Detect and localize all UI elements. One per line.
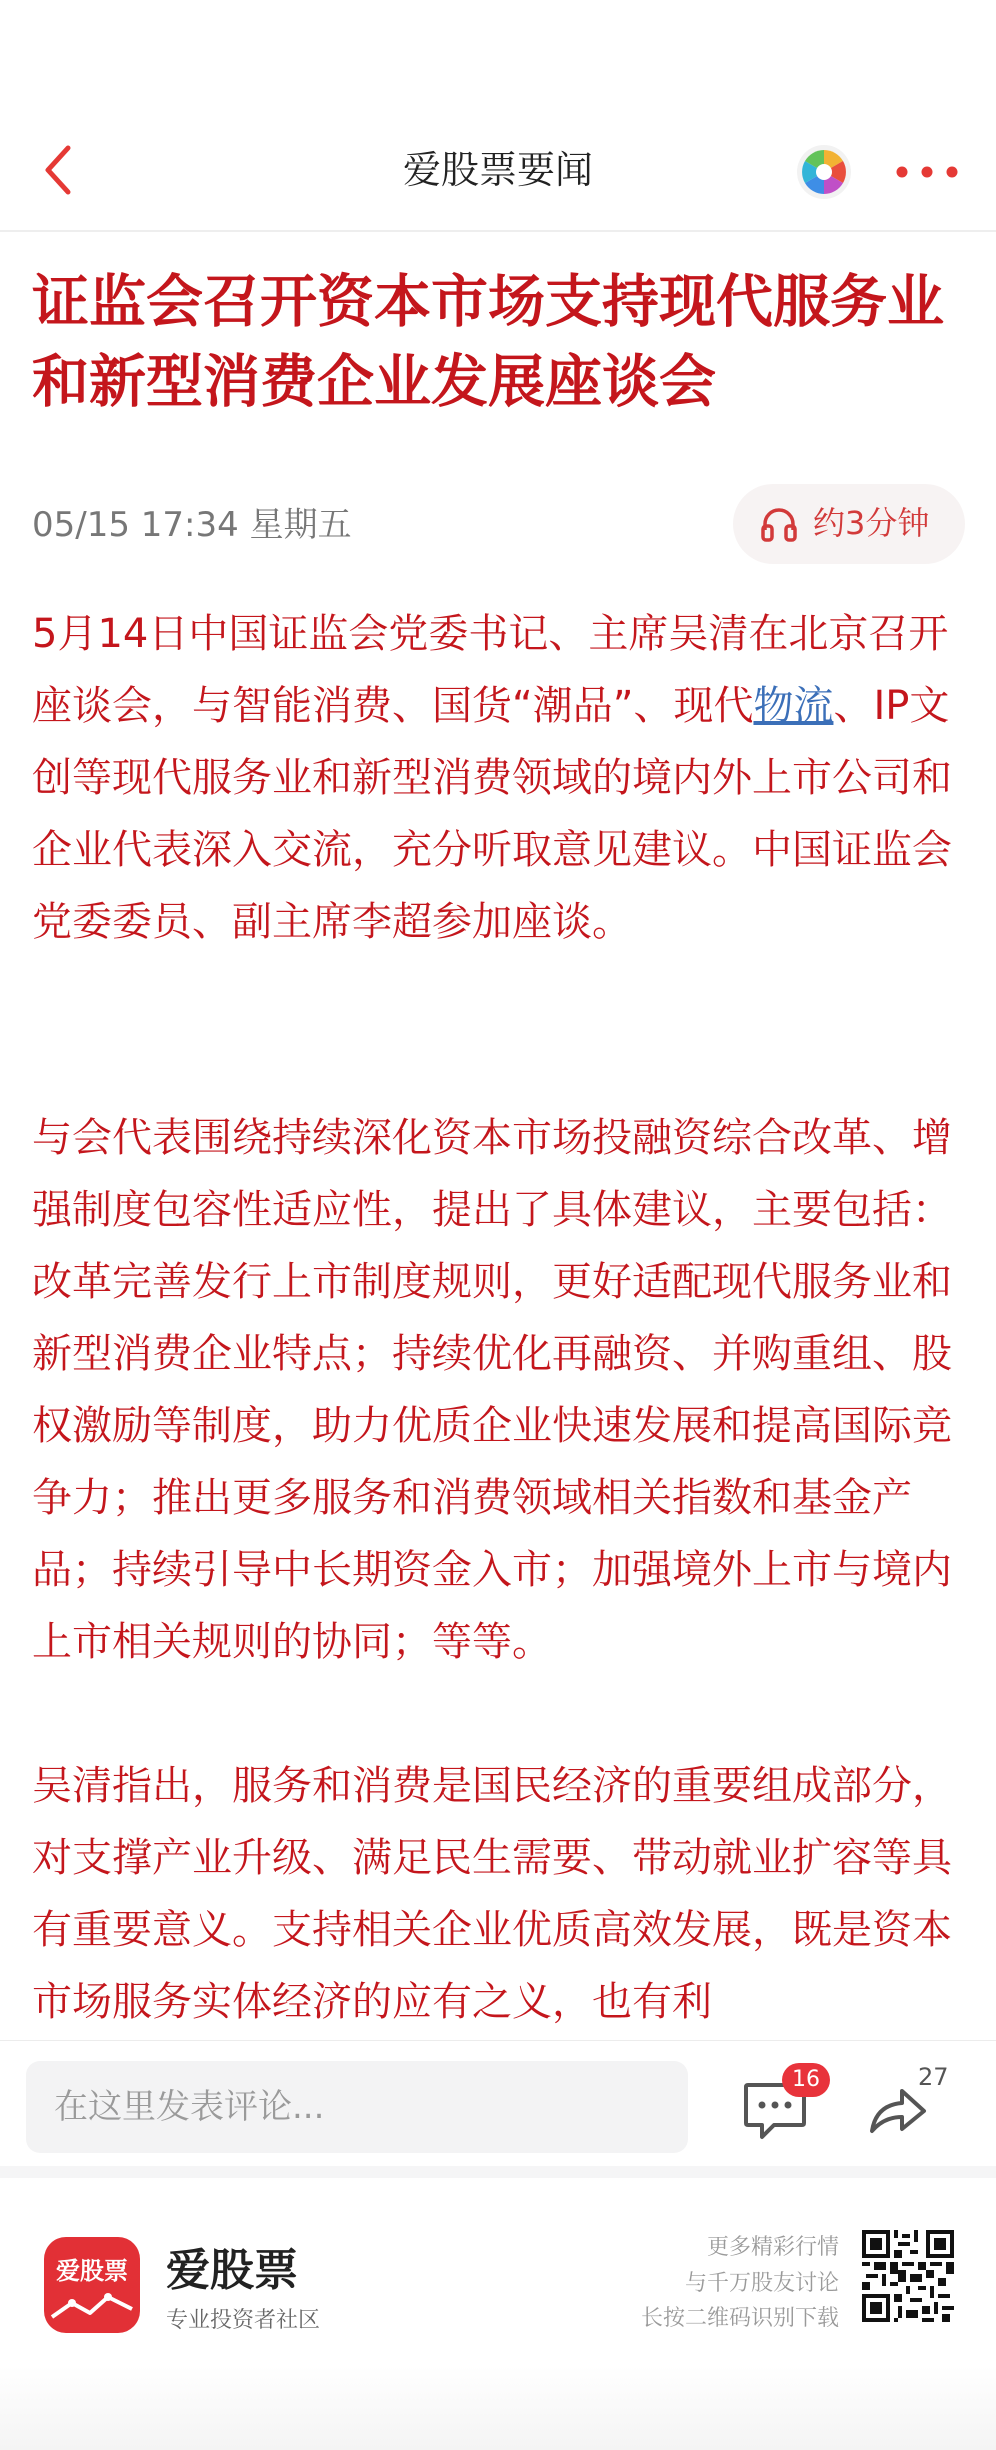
comment-bar <box>0 2040 996 2167</box>
paragraph-text: 、IP文创等现代服务业和新型消费领域的境内外上市公司和企业代表深入交流，充分听取意见建议。中国证监会党委委员、副主席李超参加座谈。 <box>32 683 952 945</box>
comment-count-badge: 16 <box>782 2063 830 2097</box>
pinwheel-icon[interactable] <box>794 142 854 202</box>
promo-line: 更多精彩行情 <box>706 2235 839 2260</box>
qr-code-icon[interactable] <box>862 2230 954 2322</box>
app-name: 爱股票 <box>166 2245 298 2296</box>
publish-time: 05/15 17:34 星期五 <box>32 505 352 545</box>
top-nav-bar <box>0 110 996 230</box>
article-paragraph-2: 与会代表围绕持续深化资本市场投融资综合改革、增强制度包容性适应性，提出了具体建议，主要包括：改革完善发行上市制度规则，更好适配现代服务业和新型消费企业特点；持续优化再融资、并购重组、股权激励等制度，助力优质企业快速发展和提高国际竞争力；推出更多服务和消费领域相关指数和基金产品；持续引导中长期资金入市；加强境外上市与境内上市相关规则的协同；等等。 <box>32 1115 952 1665</box>
share-count: 27 <box>918 2063 949 2091</box>
bottom-fade <box>0 2366 996 2450</box>
promo-line: 长按二维码识别下载 <box>640 2306 839 2331</box>
article-paragraph-1 <box>32 598 970 958</box>
header-divider <box>0 230 996 232</box>
listen-duration: 约3分钟 <box>813 504 930 542</box>
page-title: 爱股票要闻 <box>402 148 593 192</box>
app-logo-text: 爱股票 <box>56 2257 128 2285</box>
listen-button[interactable] <box>733 484 965 564</box>
logistics-link[interactable]: 物流 <box>753 683 834 729</box>
more-dots-icon[interactable] <box>892 154 962 190</box>
promo-line: 与千万股友讨论 <box>684 2271 839 2296</box>
app-logo <box>44 2237 140 2333</box>
article-title: 证监会召开资本市场支持现代服务业和新型消费企业发展座谈会 <box>32 269 944 415</box>
paragraph-text: 5月14日中国证监会党委书记、主席吴清在北京召开座谈会，与智能消费、国货“潮品”、现代 <box>32 611 949 729</box>
comment-input[interactable]: 在这里发表评论... <box>26 2061 688 2153</box>
footer-divider <box>0 2166 996 2178</box>
headphones-icon <box>759 504 799 544</box>
article-paragraph-3: 吴清指出，服务和消费是国民经济的重要组成部分，对支撑产业升级、满足民生需要、带动就业扩容等具有重要意义。支持相关企业优质高效发展，既是资本市场服务实体经济的应有之义，也有利 <box>32 1763 952 2025</box>
app-slogan: 专业投资者社区 <box>166 2308 321 2333</box>
